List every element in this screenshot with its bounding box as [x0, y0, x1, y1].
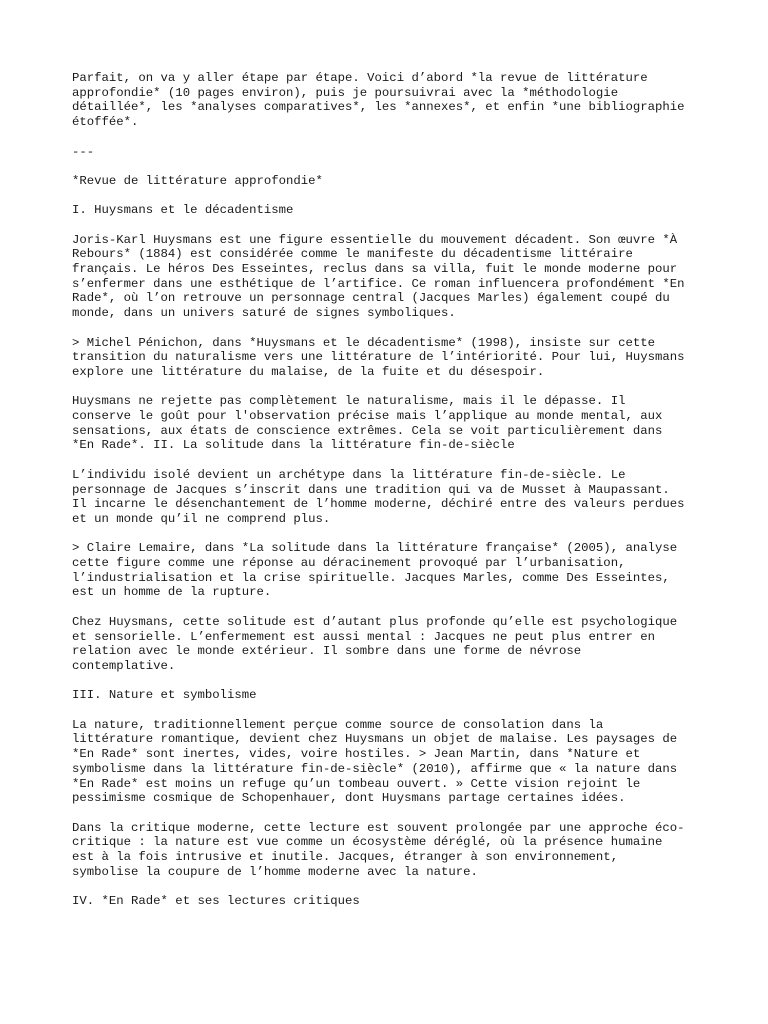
section-heading-text: I. Huysmans et le décadentisme: [72, 203, 294, 218]
text-line: > Claire Lemaire, dans *La solitude dans la littérature française* (2005), analyse: [72, 541, 678, 556]
text-line: *En Rade* sont inertes, vides, voire hostiles. > Jean Martin, dans *Nature et: [72, 747, 641, 762]
text-line: cette figure comme une réponse au déracinement provoqué par l’urbanisation,: [72, 556, 626, 571]
text-line: français. Le héros Des Esseintes, reclus dans sa villa, fuit le monde moderne pour: [72, 262, 678, 277]
text-line: sensations, aux états de conscience extrêmes. Cela se voit particulièrement dans: [72, 423, 663, 438]
text-line: s’enfermer dans une esthétique de l’artifice. Ce roman influencera profondément *En: [72, 276, 685, 291]
text-line: L’individu isolé devient un archétype dans la littérature fin-de-siècle. Le: [72, 467, 626, 482]
text-line: personnage de Jacques s’inscrit dans une tradition qui va de Musset à Maupassant.: [72, 482, 670, 497]
text-line: est à la fois intrusive et inutile. Jacques, étranger à son environnement,: [72, 850, 619, 865]
text-line: *En Rade* est moins un refuge qu’un tombeau ouvert. » Cette vision rejoint le: [72, 776, 641, 791]
review-title-text: *Revue de littérature approfondie*: [72, 173, 323, 188]
quote-paragraph: [72, 336, 702, 380]
text-line: détaillée*, les *analyses comparatives*, les *annexes*, et enfin *une bibliographie: [72, 100, 685, 115]
text-line: monde, dans un univers saturé de signes symboliques.: [72, 306, 456, 321]
text-line: transition du naturalisme vers une littérature de l’intériorité. Pour lui, Huysmans: [72, 350, 685, 365]
text-line: critique : la nature est vue comme un écosystème déréglé, où la présence humaine: [72, 835, 663, 850]
text-line: Rade*, où l’on retrouve un personnage central (Jacques Marles) également coupé du: [72, 291, 670, 306]
separator: [72, 145, 702, 160]
review-title: [72, 174, 702, 189]
text-line: *En Rade*. II. La solitude dans la littérature fin-de-siècle: [72, 438, 515, 453]
section-heading-text: III. Nature et symbolisme: [72, 688, 257, 703]
text-line: pessimisme cosmique de Schopenhauer, dont Huysmans partage certaines idées.: [72, 791, 626, 806]
text-line: La nature, traditionnellement perçue comme source de consolation dans la: [72, 717, 604, 732]
text-line: Joris-Karl Huysmans est une figure essentielle du mouvement décadent. Son œuvre *À: [72, 232, 678, 247]
text-line: étoffée*.: [72, 115, 139, 130]
body-paragraph: [72, 394, 702, 453]
text-line: symbolise la coupure de l’homme moderne avec la nature.: [72, 864, 478, 879]
body-paragraph: [72, 718, 702, 806]
text-line: Il incarne le désenchantement de l’homme moderne, déchiré entre des valeurs perdues: [72, 497, 685, 512]
section-heading-text: IV. *En Rade* et ses lectures critiques: [72, 894, 360, 909]
text-line: littérature romantique, devient chez Huysmans un objet de malaise. Les paysages de: [72, 732, 678, 747]
text-line: Chez Huysmans, cette solitude est d’autant plus profonde qu’elle est psychologique: [72, 614, 678, 629]
quote-paragraph: [72, 541, 702, 600]
text-line: symbolisme dans la littérature fin-de-siècle* (2010), affirme que « la nature dans: [72, 761, 678, 776]
text-line: relation avec le monde extérieur. Il sombre dans une forme de névrose: [72, 644, 582, 659]
body-paragraph: [72, 821, 702, 880]
text-line: approfondie* (10 pages environ), puis je poursuivrai avec la *méthodologie: [72, 85, 619, 100]
text-line: et un monde qu’il ne comprend plus.: [72, 511, 331, 526]
body-paragraph: [72, 468, 702, 527]
text-line: l’industrialisation et la crise spirituelle. Jacques Marles, comme Des Esseintes,: [72, 570, 670, 585]
separator-text: ---: [72, 144, 95, 159]
text-line: Dans la critique moderne, cette lecture est souvent prolongée par une approche éco-: [72, 820, 685, 835]
intro-paragraph: [72, 71, 702, 130]
body-paragraph: [72, 615, 702, 674]
text-line: > Michel Pénichon, dans *Huysmans et le décadentisme* (1998), insiste sur cette: [72, 335, 655, 350]
section-heading: [72, 688, 702, 703]
text-line: Rebours* (1884) est considérée comme le manifeste du décadentisme littéraire: [72, 247, 633, 262]
text-line: Parfait, on va y aller étape par étape. Voici d’abord *la revue de littérature: [72, 71, 648, 85]
text-line: contemplative.: [72, 658, 176, 673]
text-line: et sensorielle. L’enfermement est aussi mental : Jacques ne peut plus entrer en: [72, 629, 655, 644]
body-paragraph: [72, 233, 702, 321]
text-line: conserve le goût pour l'observation précise mais l’applique au monde mental, aux: [72, 409, 663, 424]
section-heading: [72, 894, 702, 909]
text-line: explore une littérature du malaise, de la fuite et du désespoir.: [72, 364, 545, 379]
text-line: est un homme de la rupture.: [72, 585, 272, 600]
text-line: Huysmans ne rejette pas complètement le naturalisme, mais il le dépasse. Il: [72, 394, 626, 409]
document-page: [72, 71, 702, 924]
section-heading: [72, 203, 702, 218]
